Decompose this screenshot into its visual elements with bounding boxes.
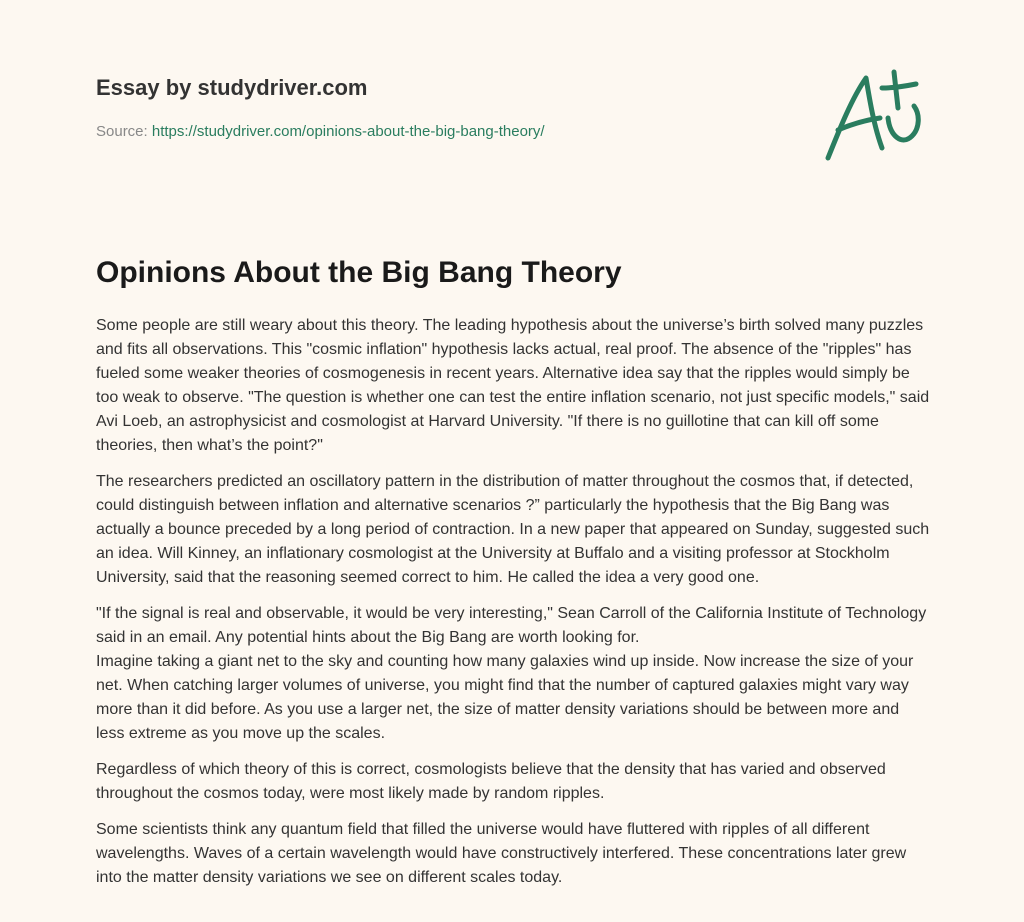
essay-body <box>96 314 932 902</box>
source-label: Source: <box>96 123 152 140</box>
essay-paragraph-line: The researchers predicted an oscillatory pattern in the distribution of matter throughout the cosmos that, if detected, could distinguish between inflation and alternative scenarios ?” particularly the hypothesis that the Big Bang was actually a bounce preceded by a long period of contraction. In a new paper that appeared on Sunday, suggested such an idea. Will Kinney, an inflationary cosmologist at the University at Buffalo and a visiting professor at Stockholm University, said that the reasoning seemed correct to him. He called the idea a very good one. <box>96 473 930 586</box>
essay-paragraph <box>96 602 932 746</box>
essay-paragraph-part: "If the signal is real and observable, it would be very interesting," Sean Carroll of the California Institute of Technology said in an email. Any potential hints about the Big Bang are worth looking for. <box>96 605 927 646</box>
site-title: Essay by studydriver.com <box>96 75 368 100</box>
essay-paragraph-part: Imagine taking a giant net to the sky and counting how many galaxies wind up inside. Now increase the size of your net. When catching larger volumes of universe, you might find that the number of captured galaxies might vary way more than it did before. As you use a larger net, the size of matter density variations should be between more and less extreme as you move up the scales. <box>96 653 914 742</box>
essay-paragraph: Regardless of which theory of this is correct, cosmologists believe that the density that has varied and observed throughout the cosmos today, were most likely made by random ripples. <box>96 761 886 802</box>
essay-title: Opinions About the Big Bang Theory <box>96 256 622 289</box>
a-plus-logo-icon <box>818 66 930 166</box>
essay-paragraph <box>96 470 932 590</box>
source-link[interactable]: https://studydriver.com/opinions-about-the-big-bang-theory/ <box>151 123 545 140</box>
essay-paragraph: Some scientists think any quantum field that filled the universe would have fluttered with ripples of all different wavelengths. Waves of a certain wavelength would have constructively interfered. These concentrations later grew into the matter density variations we see on different scales today. <box>96 821 907 886</box>
source-line <box>96 122 545 142</box>
essay-paragraph: Some people are still weary about this theory. The leading hypothesis about the universe’s birth solved many puzzles and fits all observations. This "cosmic inflation" hypothesis lacks actual, real proof. The absence of the "ripples" has fueled some weaker theories of cosmogenesis in recent years. Alternative idea say that the ripples would simply be too weak to observe. "The question is whether one can test the entire inflation scenario, not just specific models," said Avi Loeb, an astrophysicist and cosmologist at Harvard University. "If there is no guillotine that can kill off some theories, then what’s the point?" <box>96 317 930 454</box>
